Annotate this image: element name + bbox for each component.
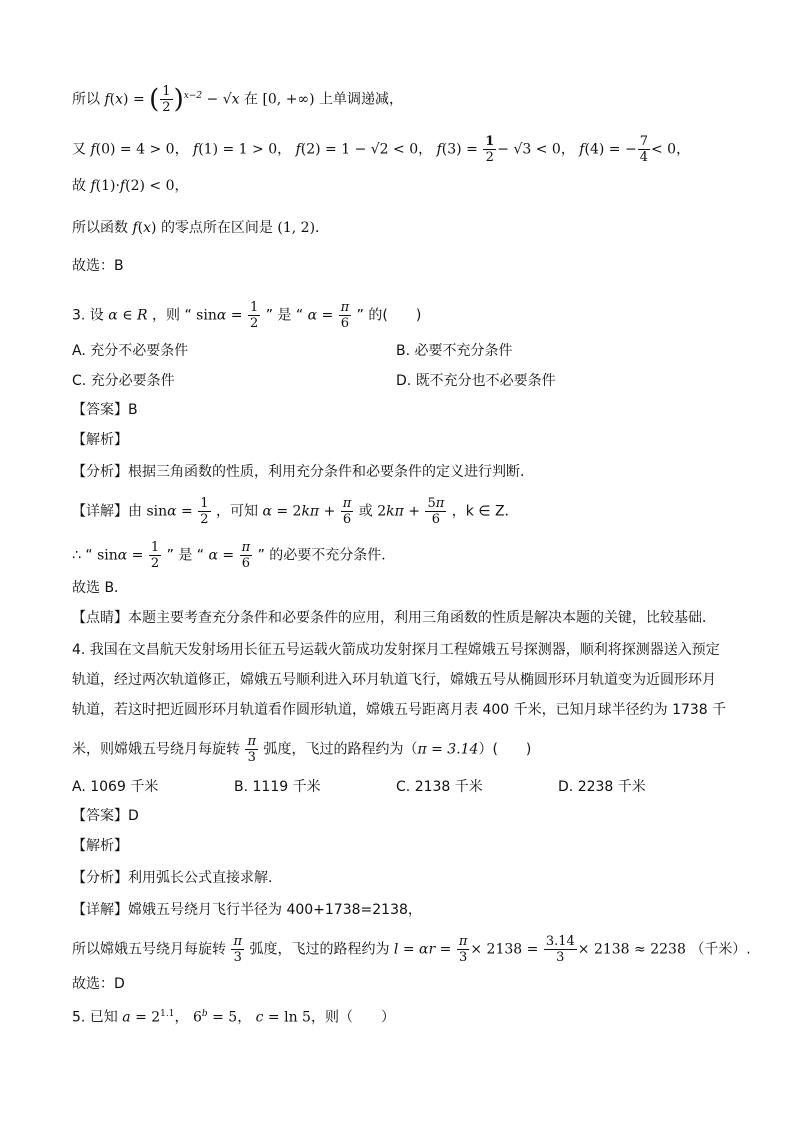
q2-line-3: 故 f(1)·f(2) < 0， xyxy=(72,178,189,194)
q4-stem-line-4: 米，则嫦娥五号绕月每旋转 $\frac{\pi}{3}$ 弧度，飞过的路程约为（π = 3.14）( ) xyxy=(72,734,532,765)
q2-line-2: 又 f(0) = 4 > 0， f(1) = 1 > 0， f(2) = 1 − √2 < 0， f(3) = $\frac{1}{2}$ − √3 < 0， f(4) = − $\frac{7}{4}$ < 0， xyxy=(72,134,691,165)
q2-line-1: 所以 f(x) = ( $\frac{1}{2}$ )$^{x-2}$ − √x 在 [0, +∞) 上单调递减， xyxy=(72,84,404,115)
q4-option-b[interactable]: B. 1119 千米 xyxy=(234,779,321,795)
q4-option-a[interactable]: A. 1069 千米 xyxy=(72,779,159,795)
q4-option-c[interactable]: C. 2138 千米 xyxy=(396,779,483,795)
q4-xiangjie: 【详解】嫦娥五号绕月飞行半径为 400+1738=2138， xyxy=(72,902,422,918)
q2-line-4: 所以函数 f(x) 的零点所在区间是 (1, 2)． xyxy=(72,220,330,236)
q3-option-d[interactable]: D. 既不充分也不必要条件 xyxy=(396,373,556,389)
q3-analysis-heading: 【解析】 xyxy=(72,432,128,448)
q3-option-a[interactable]: A. 充分不必要条件 xyxy=(72,343,189,359)
q3-conclusion: ∴ “ sinα = $\frac{1}{2}$ ” 是 “ α = $\frac{\pi}{6}$ ” 的必要不充分条件． xyxy=(72,540,396,571)
q3-xiangjie: 【详解】由 sinα = $\frac{1}{2}$ ，可知 α = 2kπ + $\frac{\pi}{6}$ 或 2kπ + $\frac{5\pi}{6}$ ，k ∈ Z． xyxy=(72,496,519,527)
q3-stem: 3. 设 α ∈ R ，则 “ sinα = $\frac{1}{2}$ ” 是 “ α = $\frac{\pi}{6}$ ” 的( ) xyxy=(72,300,422,331)
q2-answer: 故选：B xyxy=(72,258,124,274)
q4-option-d[interactable]: D. 2238 千米 xyxy=(558,779,646,795)
q4-answer: 【答案】D xyxy=(72,808,139,824)
q3-dianjing: 【点睛】本题主要考查充分条件和必要条件的应用，利用三角函数的性质是解决本题的关键，比较基础． xyxy=(72,610,716,626)
q4-stem-line-2: 轨道，经过两次轨道修正，嫦娥五号顺利进入环月轨道飞行，嫦娥五号从椭圆形环月轨道变为近圆形环月 xyxy=(72,672,716,688)
q3-option-b[interactable]: B. 必要不充分条件 xyxy=(396,343,513,359)
q4-choose: 故选：D xyxy=(72,976,125,992)
q3-choose: 故选 B． xyxy=(72,580,129,596)
q5-stem: 5. 已知 $a = 2^{1.1}$， $6^b = 5$， c = ln 5，则（ ） xyxy=(72,1009,395,1026)
q3-option-c[interactable]: C. 充分必要条件 xyxy=(72,373,175,389)
q4-fenxi: 【分析】利用弧长公式直接求解. xyxy=(72,870,273,886)
q4-stem-line-3: 轨道，若这时把近圆形环月轨道看作圆形轨道，嫦娥五号距离月表 400 千米，已知月球半径约为 1738 千 xyxy=(72,702,727,718)
q4-analysis-heading: 【解析】 xyxy=(72,838,128,854)
q3-fenxi: 【分析】根据三角函数的性质，利用充分条件和必要条件的定义进行判断． xyxy=(72,464,534,480)
q4-stem-line-1: 4. 我国在文昌航天发射场用长征五号运载火箭成功发射探月工程嫦娥五号探测器，顺利将探测器送入预定 xyxy=(72,642,720,658)
q3-answer: 【答案】B xyxy=(72,402,138,418)
q4-calculation: 所以嫦娥五号绕月每旋转 $\frac{\pi}{3}$ 弧度，飞过的路程约为 l = αr = $\frac{\pi}{3}$ × 2138 = $\frac{3.14}{3}$ × 2138 ≈ 2238 （千米）. xyxy=(72,934,751,965)
